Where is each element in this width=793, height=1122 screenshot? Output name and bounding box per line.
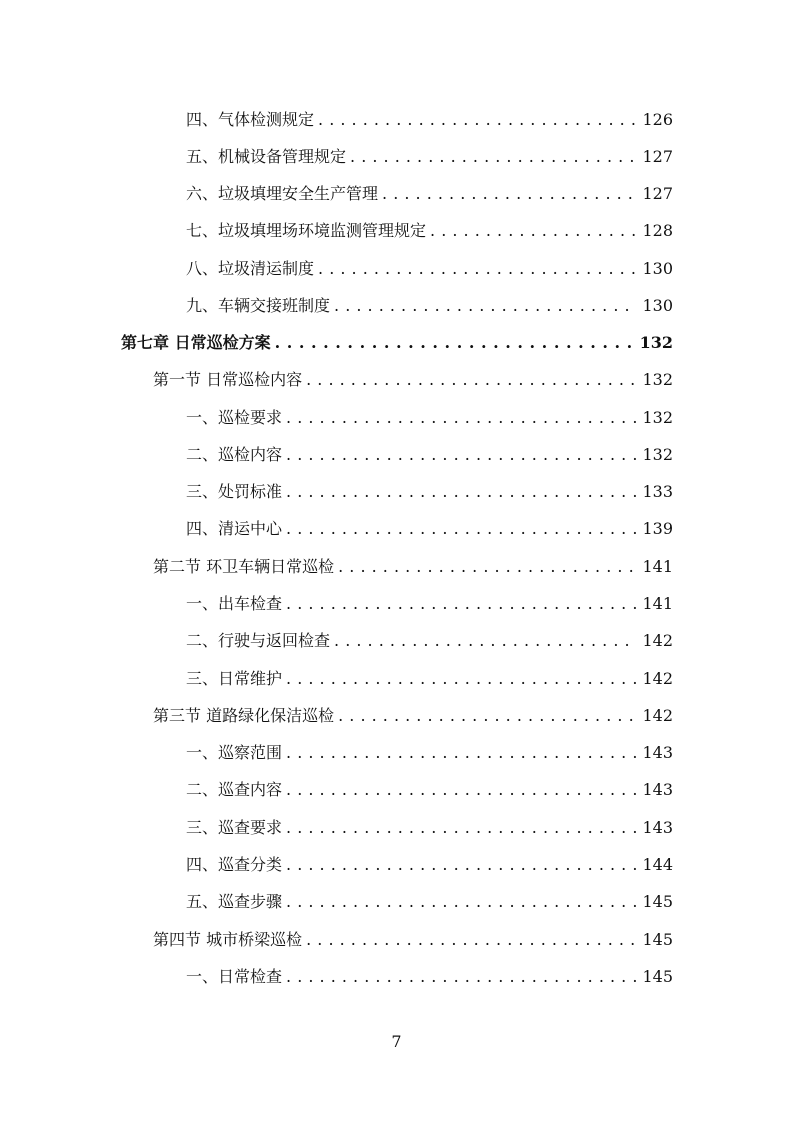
toc-entry-title: 四、清运中心: [186, 519, 283, 538]
toc-entry[interactable]: [186, 107, 673, 133]
toc-entry[interactable]: [186, 516, 673, 542]
toc-entry-page: 141: [642, 594, 673, 613]
toc-entry[interactable]: [186, 218, 673, 244]
toc-entry-title: 三、处罚标准: [186, 482, 283, 501]
toc-entry[interactable]: [186, 181, 673, 207]
toc-dot-leader: [382, 181, 636, 207]
toc-entry-title: 第七章 日常巡检方案: [121, 333, 271, 352]
toc-dot-leader: [338, 554, 636, 580]
toc-dot-leader: [286, 740, 636, 766]
toc-dot-leader: [286, 479, 636, 505]
toc-dot-leader: [286, 405, 636, 431]
toc-entry-page: 132: [639, 333, 673, 352]
toc-entry[interactable]: [186, 591, 673, 617]
toc-entry-title: 一、巡察范围: [186, 743, 283, 762]
toc-entry[interactable]: [186, 442, 673, 468]
toc-entry-title: 一、日常检查: [186, 967, 283, 986]
toc-entry-page: 132: [642, 370, 673, 389]
toc-entry-page: 127: [642, 184, 673, 203]
toc-entry-page: 145: [642, 967, 673, 986]
toc-dot-leader: [318, 256, 636, 282]
toc-dot-leader: [286, 852, 636, 878]
toc-section-entry[interactable]: [153, 927, 673, 953]
toc-entry-page: 145: [642, 930, 673, 949]
toc-dot-leader: [306, 927, 636, 953]
toc-entry[interactable]: [186, 815, 673, 841]
toc-entry-title: 四、气体检测规定: [186, 110, 315, 129]
toc-entry-page: 141: [642, 557, 673, 576]
toc-chapter-entry[interactable]: [121, 330, 673, 356]
toc-dot-leader: [275, 330, 634, 356]
toc-entry-page: 126: [642, 110, 673, 129]
toc-dot-leader: [286, 964, 636, 990]
toc-entry-page: 132: [642, 445, 673, 464]
toc-entry-title: 三、巡查要求: [186, 818, 283, 837]
toc-dot-leader: [430, 218, 636, 244]
toc-dot-leader: [286, 815, 636, 841]
toc-entry-page: 130: [642, 296, 673, 315]
toc-entry-page: 143: [642, 818, 673, 837]
toc-entry-title: 五、机械设备管理规定: [186, 147, 347, 166]
toc-entry-title: 六、垃圾填埋安全生产管理: [186, 184, 379, 203]
toc-entry[interactable]: [186, 293, 673, 319]
toc-entry-title: 二、行驶与返回检查: [186, 631, 331, 650]
toc-entry-page: 144: [642, 855, 673, 874]
toc-entry-title: 二、巡检内容: [186, 445, 283, 464]
toc-dot-leader: [306, 367, 636, 393]
toc-entry-title: 九、车辆交接班制度: [186, 296, 331, 315]
toc-entry-page: 143: [642, 780, 673, 799]
toc-dot-leader: [318, 107, 636, 133]
toc-entry-page: 142: [642, 706, 673, 725]
toc-entry[interactable]: [186, 852, 673, 878]
toc-dot-leader: [286, 666, 636, 692]
toc-dot-leader: [334, 628, 636, 654]
toc-entry-title: 七、垃圾填埋场环境监测管理规定: [186, 221, 427, 240]
toc-dot-leader: [334, 293, 636, 319]
toc-entry[interactable]: [186, 964, 673, 990]
toc-entry-page: 145: [642, 892, 673, 911]
toc-section-entry[interactable]: [153, 554, 673, 580]
toc-entry-page: 130: [642, 259, 673, 278]
toc-entry-page: 128: [642, 221, 673, 240]
toc-entry-title: 八、垃圾清运制度: [186, 259, 315, 278]
toc-dot-leader: [286, 591, 636, 617]
toc-entry-title: 二、巡查内容: [186, 780, 283, 799]
toc-dot-leader: [286, 777, 636, 803]
toc-entry-page: 142: [642, 631, 673, 650]
toc-entry-page: 133: [642, 482, 673, 501]
toc-entry-title: 第一节 日常巡检内容: [153, 370, 303, 389]
toc-entry-title: 第二节 环卫车辆日常巡检: [153, 557, 335, 576]
toc-entry-title: 第四节 城市桥梁巡检: [153, 930, 303, 949]
toc-dot-leader: [338, 703, 636, 729]
toc-entry[interactable]: [186, 405, 673, 431]
toc-dot-leader: [286, 516, 636, 542]
toc-entry[interactable]: [186, 256, 673, 282]
toc-dot-leader: [286, 442, 636, 468]
toc-entry-title: 五、巡查步骤: [186, 892, 283, 911]
toc-entry-title: 三、日常维护: [186, 669, 283, 688]
toc-entry-page: 143: [642, 743, 673, 762]
toc-section-entry[interactable]: [153, 703, 673, 729]
toc-entry-page: 139: [642, 519, 673, 538]
toc-entry[interactable]: [186, 144, 673, 170]
toc-entry[interactable]: [186, 666, 673, 692]
toc-section-entry[interactable]: [153, 367, 673, 393]
toc-entry[interactable]: [186, 889, 673, 915]
toc-entry-title: 一、巡检要求: [186, 408, 283, 427]
toc-entry-title: 四、巡查分类: [186, 855, 283, 874]
page-number: 7: [391, 1032, 402, 1051]
toc-entry[interactable]: [186, 628, 673, 654]
toc-entry[interactable]: [186, 479, 673, 505]
toc-entry-page: 142: [642, 669, 673, 688]
toc-entry-page: 127: [642, 147, 673, 166]
toc-entry[interactable]: [186, 740, 673, 766]
toc-entry-title: 第三节 道路绿化保洁巡检: [153, 706, 335, 725]
toc-dot-leader: [350, 144, 636, 170]
toc-entry-page: 132: [642, 408, 673, 427]
toc-entry-title: 一、出车检查: [186, 594, 283, 613]
toc-dot-leader: [286, 889, 636, 915]
toc-entry[interactable]: [186, 777, 673, 803]
